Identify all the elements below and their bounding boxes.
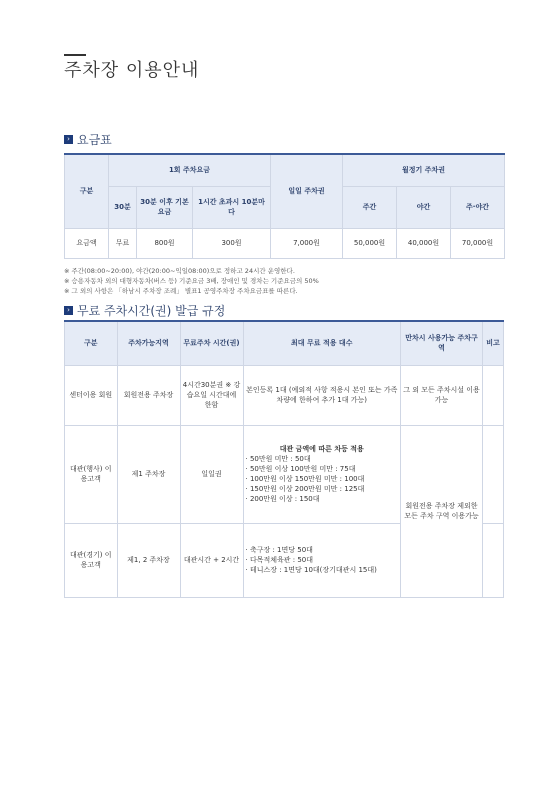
fee-cell-daynight: 70,000원 bbox=[451, 228, 505, 258]
free-r2-max bbox=[243, 425, 401, 523]
fee-header-period: 월정기 주차권 bbox=[343, 154, 505, 186]
free-r1-area: 회원전용 주차장 bbox=[117, 365, 180, 425]
free-header-max: 최대 무료 적용 대수 bbox=[243, 321, 401, 365]
note-line: ※ 승용자동차 외의 대형자동차(버스 등) 기준요금 3배, 장애인 및 경차는 기준요금의 50% bbox=[64, 277, 319, 286]
fee-header-day: 주간 bbox=[343, 186, 397, 228]
free-r3-gubun: 대관(경기) 이용고객 bbox=[65, 523, 118, 597]
free-r1-max: 본인등록 1대 (예외적 사항 적용시 본인 또는 가족 차량에 한하여 추가 1대 가능) bbox=[243, 365, 401, 425]
free-r3-note bbox=[482, 523, 503, 597]
list-item: · 테니스장 : 1면당 10대(장기대관시 15대) bbox=[245, 566, 377, 575]
fee-row bbox=[65, 228, 505, 258]
free-r2-gubun: 대관(행사) 이용고객 bbox=[65, 425, 118, 523]
fee-header-1h: 1시간 초과시 10분마다 bbox=[193, 186, 271, 228]
table-row bbox=[65, 425, 504, 523]
free-r1-time: 4시간30분권 ※ 강습요일 시간대에 한함 bbox=[180, 365, 243, 425]
list-item: · 축구장 : 1면당 50대 bbox=[245, 545, 313, 554]
fee-header-once: 1회 주차요금 bbox=[109, 154, 271, 186]
free-r2-note bbox=[482, 425, 503, 523]
fee-section-heading bbox=[64, 131, 112, 148]
free-header-note: 비고 bbox=[482, 321, 503, 365]
free-r2-max-title: 대관 금액에 따른 차등 적용 bbox=[279, 444, 364, 453]
fee-cell-daily: 7,000원 bbox=[271, 228, 343, 258]
fee-header-daily: 일일 주차권 bbox=[271, 154, 343, 228]
fee-header-gubun: 구분 bbox=[65, 154, 109, 228]
free-section-heading bbox=[64, 302, 225, 319]
fee-cell-day: 50,000원 bbox=[343, 228, 397, 258]
fee-header-night: 야간 bbox=[397, 186, 451, 228]
page-title: 주차장 이용안내 bbox=[64, 60, 200, 81]
list-item: · 200만원 이상 : 150대 bbox=[245, 495, 320, 504]
list-item: · 다목적체육관 : 50대 bbox=[245, 555, 313, 564]
fee-header-30: 30분 bbox=[109, 186, 137, 228]
free-heading-text: 무료 주차시간(권) 발급 규정 bbox=[77, 304, 226, 318]
fee-cell-night: 40,000원 bbox=[397, 228, 451, 258]
free-r2-area: 제1 주차장 bbox=[117, 425, 180, 523]
free-header-gubun: 구분 bbox=[65, 321, 118, 365]
free-r1-note bbox=[482, 365, 503, 425]
list-item: · 50만원 미만 : 50대 bbox=[245, 454, 311, 463]
list-item: · 50만원 이상 100만원 미만 : 75대 bbox=[245, 464, 356, 473]
free-r1-excess: 그 외 모든 주차시설 이용가능 bbox=[401, 365, 483, 425]
free-r1-gubun: 센터이용 회원 bbox=[65, 365, 118, 425]
fee-heading-text: 요금표 bbox=[77, 133, 112, 147]
fee-row-label: 요금액 bbox=[65, 228, 109, 258]
free-header-area: 주차가능지역 bbox=[117, 321, 180, 365]
fee-notes bbox=[64, 266, 319, 296]
list-item: · 150만원 이상 200만원 미만 : 125대 bbox=[245, 485, 365, 494]
free-header-excess: 만차시 사용가능 주차구역 bbox=[401, 321, 483, 365]
free-r2-time: 일일권 bbox=[180, 425, 243, 523]
free-r3-area: 제1, 2 주차장 bbox=[117, 523, 180, 597]
chevron-right-icon: › bbox=[64, 306, 73, 315]
list-item: · 100만원 이상 150만원 미만 : 100대 bbox=[245, 475, 365, 483]
fee-header-30after: 30분 이후 기본요금 bbox=[137, 186, 193, 228]
free-r23-excess: 회원전용 주차장 제외한 모든 주차 구역 이용가능 bbox=[401, 425, 483, 597]
table-row bbox=[65, 365, 504, 425]
fee-cell-30after: 800원 bbox=[137, 228, 193, 258]
free-header-time: 무료주차 시간(권) bbox=[180, 321, 243, 365]
chevron-right-icon: › bbox=[64, 135, 73, 144]
free-parking-table bbox=[64, 320, 504, 598]
fee-header-daynight: 주·야간 bbox=[451, 186, 505, 228]
free-r3-max bbox=[243, 523, 401, 597]
fee-cell-30: 무료 bbox=[109, 228, 137, 258]
note-line: ※ 그 외의 사항은 「하남시 주차장 조례」 별표1 공영주차장 주차요금표를 따른다. bbox=[64, 287, 298, 296]
free-r3-time: 대관시간 + 2시간 bbox=[180, 523, 243, 597]
note-line: ※ 주간(08:00~20:00), 야간(20:00~익일08:00)으로 정하고 24시간 운영한다. bbox=[64, 267, 295, 275]
fee-cell-1h: 300원 bbox=[193, 228, 271, 258]
fee-table bbox=[64, 153, 505, 259]
